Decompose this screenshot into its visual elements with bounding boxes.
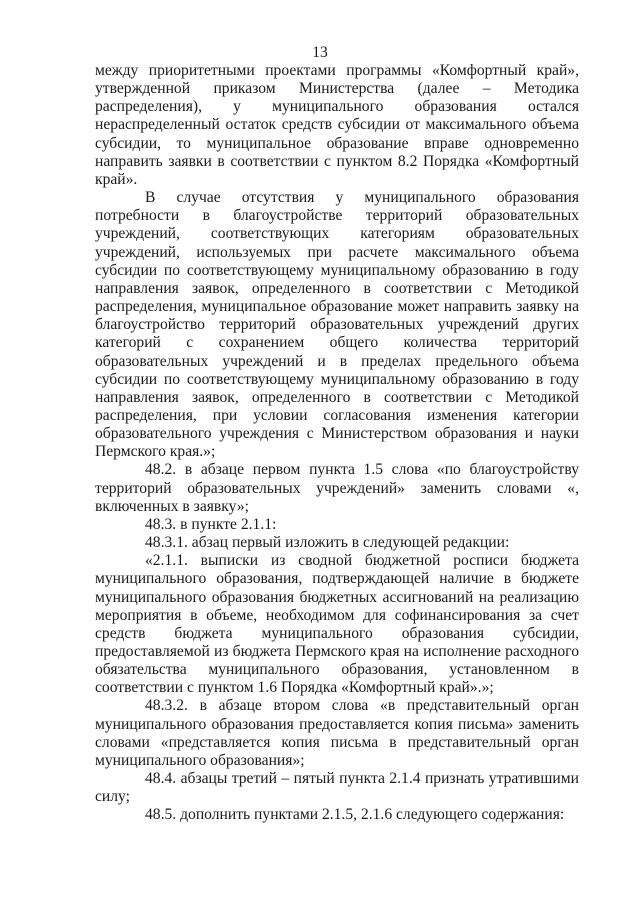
paragraph-48-3: 48.3. в пункте 2.1.1: xyxy=(145,515,277,533)
paragraph-48-3-1: 48.3.1. абзац первый изложить в следующей редакции: xyxy=(145,534,510,552)
paragraph-continuation: между приоритетными проектами программы «Комфортный край», утвержденной приказом Министерства (далее – Методика распределения), у муниципального образования остался нераспределенный остаток средств субсидии от максимального объема субсидии, то муниципальное образование вправе одновременно направить заявки в соответствии с пунктом 8.2 Порядка «Комфортный край». xyxy=(95,62,579,188)
paragraph-no-need-case: В случае отсутствия у муниципального образования потребности в благоустройстве территорий образовательных учреждений, соответствующих категориям образовательных учреждений, используемых при расчете максимального объема субсидии по соответствующему муниципальному образованию в году направления заявок, определенного в соответствии с Методикой распределения, муниципальное образование может направить заявку на благоустройство территорий образовательных учреждений других категорий с сохранением общего количества территорий образовательных учреждений и в пределах предельного объема субсидии по соответствующему муниципальному образованию в году направления заявок, определенного в соответствии с Методикой распределения, при условии согласования изменения категории образовательного учреждения с Министерством образования и науки Пермского края.»; xyxy=(95,189,579,461)
paragraph-48-3-2: 48.3.2. в абзаце втором слова «в представительный орган муниципального образования предоставляется копия письма» заменить словами «представляется копия письма в представительный орган муниципального образования»; xyxy=(95,697,579,769)
paragraph-2-1-1-quote: «2.1.1. выписки из сводной бюджетной росписи бюджета муниципального образования, подтверждающей наличие в бюджете муниципального образования бюджетных ассигнований на реализацию мероприятия в объеме, необходимом для софинансирования за счет средств бюджета муниципального образования субсидии, предоставляемой из бюджета Пермского края на исполнение расходного обязательства муниципального образования, установленном в соответствии с пунктом 1.6 Порядка «Комфортный край».»; xyxy=(95,552,579,697)
paragraph-48-2: 48.2. в абзаце первом пункта 1.5 слова «по благоустройству территорий образовательных учреждений» заменить словами «, включенных в заявку»; xyxy=(95,461,579,515)
document-body xyxy=(95,62,579,825)
page-number: 13 xyxy=(312,44,328,61)
paragraph-48-4: 48.4. абзацы третий – пятый пункта 2.1.4 признать утратившими силу; xyxy=(95,770,579,806)
paragraph-48-5: 48.5. дополнить пунктами 2.1.5, 2.1.6 следующего содержания: xyxy=(145,806,565,824)
